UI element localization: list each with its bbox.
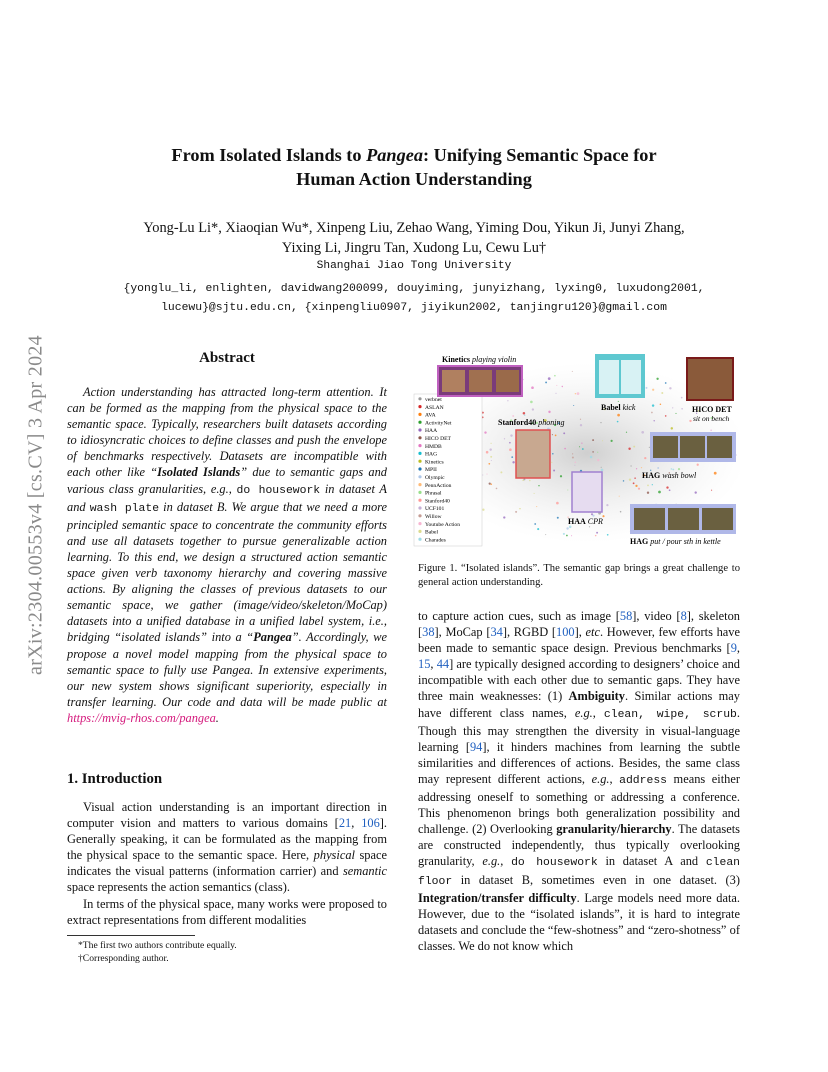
citation[interactable]: 100	[556, 625, 575, 640]
embedding-point	[666, 486, 668, 488]
embedding-point	[602, 440, 603, 441]
embedding-point	[490, 443, 491, 444]
babel-frame-1	[599, 360, 619, 394]
embedding-point	[566, 535, 568, 537]
legend-marker	[418, 413, 421, 416]
embedding-point	[575, 393, 576, 394]
legend-label: HMDB	[425, 443, 442, 450]
embedding-point	[592, 451, 594, 453]
embedding-point	[611, 440, 613, 442]
author-list: Yong-Lu Li*, Xiaoqian Wu*, Xinpeng Liu, Zehao Wang, Yiming Dou, Yikun Ji, Junyi Zhang, Yixing Li, Jingru Tan, Xudong Lu, Cewu Lu†	[143, 220, 685, 256]
citation[interactable]: 21	[338, 816, 352, 831]
embedding-point	[641, 467, 642, 468]
embedding-point	[597, 459, 599, 461]
email-list: {yonglu_li, enlighten, davidwang200099, douyiming, junyizhang, lyxing0, luxudong2001, lucewu}@sjtu.edu.cn, {xinpengliu0907, jiyikun2002, tanjingru120}@gmail.com	[123, 283, 705, 314]
embedding-point	[560, 475, 562, 477]
embedding-point	[597, 452, 598, 453]
embedding-point	[580, 419, 581, 420]
hag-wash-frame-3	[707, 436, 732, 458]
paper-title: From Isolated Islands to Pangea: Unifying Semantic Space for Human Action Understanding	[171, 145, 657, 189]
embedding-point	[689, 420, 691, 422]
embedding-point	[660, 403, 662, 405]
hag-wash-frame-1	[653, 436, 678, 458]
embedding-point	[555, 393, 556, 394]
embedding-point	[511, 456, 513, 458]
embedding-point	[665, 415, 667, 417]
embedding-point	[482, 509, 484, 511]
embedding-point	[574, 465, 575, 466]
citation[interactable]: 38	[422, 625, 435, 640]
citation[interactable]: 58	[619, 609, 633, 623]
embedding-point	[530, 401, 533, 404]
embedding-point	[534, 523, 536, 525]
embedding-point	[681, 397, 683, 399]
embedding-point	[482, 474, 483, 475]
embedding-point	[628, 448, 630, 450]
legend-label: HAG	[425, 451, 438, 458]
embedding-point	[554, 375, 556, 377]
embedding-point	[635, 485, 637, 487]
embedding-point	[630, 465, 631, 466]
embedding-point	[714, 472, 717, 475]
embedding-point	[580, 424, 582, 426]
embedding-point	[552, 453, 554, 455]
embedding-point	[634, 477, 636, 479]
legend-label: verbnet	[425, 397, 442, 403]
legend-marker	[418, 538, 421, 541]
legend-marker	[418, 452, 421, 455]
embedding-point	[556, 385, 557, 386]
embedding-point	[656, 378, 658, 380]
embedding-point	[658, 491, 661, 494]
embedding-point	[671, 427, 673, 429]
legend-label: Olympic	[425, 475, 445, 481]
embedding-point	[489, 448, 491, 450]
legend-marker	[418, 421, 421, 424]
embedding-point	[600, 422, 601, 423]
embedding-point	[529, 480, 531, 482]
citation[interactable]: 15	[418, 657, 431, 672]
embedding-point	[592, 439, 594, 441]
embedding-point	[669, 489, 671, 491]
legend-label: ActivityNet	[425, 420, 452, 427]
embedding-point	[641, 431, 644, 434]
embedding-point	[582, 448, 584, 450]
legend-marker	[418, 499, 421, 502]
embedding-point	[551, 462, 552, 463]
embedding-point	[488, 463, 490, 465]
citation[interactable]: 9	[730, 641, 737, 656]
legend-marker	[418, 514, 421, 517]
embedding-point	[646, 387, 648, 389]
embedding-point	[581, 442, 582, 443]
embedding-point	[523, 412, 526, 415]
embedding-point	[644, 457, 646, 459]
embedding-point	[711, 490, 712, 491]
embedding-point	[512, 461, 514, 463]
haa-label: HAA CPR	[568, 517, 603, 526]
embedding-point	[577, 392, 580, 395]
legend-label: UCF101	[425, 506, 445, 513]
legend-marker	[418, 436, 421, 439]
embedding-point	[572, 456, 574, 458]
hico-action: sit on bench	[693, 414, 730, 423]
embedding-point	[629, 478, 631, 480]
embedding-point	[601, 467, 602, 468]
embedding-point	[633, 482, 635, 484]
embedding-point	[633, 446, 635, 448]
legend-label: PennAction	[425, 482, 452, 489]
embedding-point	[619, 496, 620, 497]
hag-kettle-label: HAG put / pour sth in kettle	[630, 537, 721, 546]
embedding-point	[711, 430, 712, 431]
embedding-point	[665, 382, 667, 384]
citation[interactable]: 8	[680, 609, 687, 623]
project-link[interactable]: https://mvig-rhos.com/pangea	[67, 710, 216, 725]
abstract-body: Action understanding has attracted long-term attention. It can be formed as the mapping from the physical space to the semantic space. Typically, researchers built datasets according to idiosyncratic choices to define classes and push the envelope of benchmarks respectively. Datasets are incompatible with each other like “Isolated Islands” due to semantic gaps and various class granularities, e.g., do housework in dataset A and wash plate in dataset B. We argue that we need a more principled semantic space to concentrate the community efforts and use all datasets together to pursue generalizable action learning. To this end, we design a structured action semantic space given verb taxonomy hierarchy and covering massive actions. By aligning the classes of previous datasets to our semantic space, we gather (image/video/skeleton/MoCap) datasets into a unified database in a unified label system, i.e., bridging “isolated islands” into a “Pangea”. Accordingly, we propose a novel model mapping from the physical space to semantic space to fully use Pangea. In extensive experiments, our new system shows significant superiority, especially in transfer learning. Our code and data will be made public at https://mvig-rhos.com/pangea.	[67, 385, 388, 725]
legend-label: Youtube Action	[425, 521, 461, 528]
embedding-point	[557, 517, 559, 519]
embedding-point	[489, 483, 491, 485]
figure-1	[412, 348, 740, 558]
embedding-point	[553, 470, 555, 472]
embedding-point	[695, 491, 697, 493]
kinetics-frame-3	[496, 370, 519, 392]
embedding-point	[496, 488, 498, 490]
legend-label: Charades	[425, 537, 446, 544]
embedding-point	[563, 533, 565, 535]
embedding-point	[626, 432, 627, 433]
embedding-point	[515, 511, 517, 513]
citation[interactable]: 34	[490, 625, 503, 640]
footnote-rule	[67, 935, 195, 936]
embedding-point	[484, 431, 486, 433]
arxiv-side-label: arXiv:2304.00553v4 [cs.CV] 3 Apr 2024	[24, 335, 47, 675]
embedding-point	[596, 532, 598, 534]
intro-body-right: to capture action cues, such as image [58], video [8], skeleton [38], MoCap [34], RGBD [100], etc. However, few efforts have been made to semantic space design. Previous benchmarks [9, 15, 44] are typically designed according to designers’ choice and incompatible with each other due to semantic gaps. They have three main weaknesses: (1) Ambiguity. Similar actions may have different class names, e.g., clean, wipe, scrub. Though this may strengthen the diversity in visual-language learning [94], it hinders machines from learning the subtle similarities and differences of actions. Besides, the same class may represent different actions, e.g., address means either addressing oneself to something or addressing a conference. This phenomenon brings both generalization possibility and challenge. (2) Overlooking granularity/hierarchy. The datasets are constructed independently, thus typically overlooking granularity, e.g., do housework in dataset A and clean floor in dataset B, sometimes even in one dataset. (3) Integration/transfer difficulty. Large models need more data. However, due to the “isolated islands”, it is hard to integrate datasets and conclude the “few-shotness” and “zero-shotness” of classes. We do not know which	[418, 609, 741, 953]
legend-marker	[418, 444, 421, 447]
legend-label: HAA	[425, 428, 438, 435]
embedding-point	[491, 460, 492, 461]
stanford-image	[516, 430, 550, 478]
embedding-point	[534, 493, 535, 494]
legend-label: Phrasal	[425, 490, 442, 497]
legend-marker	[418, 428, 421, 431]
embedding-point	[503, 516, 505, 518]
embedding-point	[672, 407, 673, 408]
embedding-point	[523, 480, 524, 481]
embedding-point	[661, 392, 663, 394]
babel-label: Babel kick	[601, 403, 636, 412]
embedding-point	[538, 485, 539, 486]
embedding-point	[486, 451, 489, 454]
embedding-point	[519, 508, 520, 509]
embedding-point	[669, 387, 671, 389]
embedding-point	[647, 491, 649, 493]
embedding-point	[678, 468, 680, 470]
embedding-point	[575, 462, 576, 463]
embedding-point	[536, 506, 537, 507]
legend-marker	[418, 467, 421, 470]
embedding-point	[509, 448, 512, 451]
citation[interactable]: 44	[436, 657, 450, 672]
stanford-label: Stanford40 phoning	[498, 418, 565, 427]
embedding-point	[618, 401, 619, 402]
embedding-point	[571, 535, 572, 536]
legend-marker	[418, 506, 421, 509]
embedding-point	[545, 381, 547, 383]
embedding-point	[617, 414, 620, 417]
embedding-point	[486, 474, 487, 475]
embedding-point	[507, 400, 508, 401]
legend-label: ASLAN	[425, 404, 444, 411]
embedding-point	[490, 456, 492, 458]
legend-marker	[418, 522, 421, 525]
embedding-point	[564, 448, 566, 450]
embedding-point	[548, 377, 551, 380]
affiliation: Shanghai Jiao Tong University	[316, 260, 512, 272]
hico-label: HICO DET	[692, 405, 732, 414]
embedding-point	[563, 432, 565, 434]
embedding-point	[620, 511, 622, 513]
legend-marker	[418, 475, 421, 478]
embedding-point	[552, 434, 553, 435]
embedding-point	[537, 528, 539, 530]
embedding-point	[572, 453, 573, 454]
haa-image	[572, 472, 602, 512]
embedding-point	[566, 527, 568, 529]
embedding-point	[647, 485, 649, 487]
embedding-point	[653, 420, 654, 421]
legend-label: Kinetics	[425, 459, 444, 466]
embedding-point	[607, 534, 609, 536]
embedding-point	[573, 405, 574, 406]
embedding-point	[606, 504, 608, 506]
embedding-point	[697, 464, 699, 466]
embedding-point	[589, 526, 590, 527]
citation[interactable]: 106	[361, 816, 380, 831]
embedding-point	[579, 446, 580, 447]
legend-marker	[418, 483, 421, 486]
embedding-point	[567, 489, 568, 490]
embedding-point	[509, 442, 511, 444]
legend-label: Willow	[425, 514, 442, 520]
legend-marker	[418, 405, 421, 408]
embedding-point	[531, 386, 534, 389]
embedding-point	[510, 434, 512, 436]
legend-label: AVA	[425, 412, 436, 419]
hag-wash-frame-2	[680, 436, 705, 458]
hag-wash-label: HAG wash bowl	[642, 471, 697, 480]
embedding-point	[590, 456, 593, 459]
embedding-point	[595, 535, 596, 536]
babel-frame-2	[621, 360, 641, 394]
embedding-point	[556, 502, 559, 505]
embedding-point	[491, 483, 492, 484]
embedding-point	[623, 480, 625, 482]
legend-label: Babel	[425, 529, 439, 536]
embedding-point	[545, 534, 546, 535]
embedding-point	[512, 415, 514, 417]
figure-caption: Figure 1. “Isolated islands”. The semantic gap brings a great challenge to general action understanding.	[418, 563, 740, 588]
hag-kettle-frame-1	[634, 508, 665, 530]
embedding-point	[651, 412, 653, 414]
legend-marker	[418, 491, 421, 494]
hag-kettle-frame-3	[702, 508, 733, 530]
embedding-point	[636, 468, 637, 469]
embedding-point	[532, 408, 534, 410]
footnotes: *The first two authors contribute equally. †Corresponding author.	[78, 940, 237, 964]
embedding-point	[638, 488, 640, 490]
embedding-point	[649, 447, 650, 448]
embedding-point	[652, 484, 653, 485]
embedding-point	[601, 469, 604, 472]
kinetics-frame-1	[442, 370, 465, 392]
embedding-point	[572, 371, 573, 372]
embedding-point	[657, 467, 659, 469]
embedding-point	[555, 435, 557, 437]
embedding-point	[671, 468, 673, 470]
embedding-point	[617, 421, 619, 423]
hag-kettle-frame-2	[668, 508, 699, 530]
embedding-point	[652, 389, 654, 391]
citation[interactable]: 94	[469, 739, 483, 754]
legend-label: HICO DET	[425, 436, 451, 442]
intro-body: Visual action understanding is an important direction in computer vision and matters to various domains [21, 106]. Generally speaking, it can be formulated as the mapping from the physical space to the semantic space. Here, physical space indicates the visual patterns (information carrier) and semantic space represents the action semantics (class). In terms of the physical space, many works were proposed to extract representations from different modalities	[67, 800, 388, 927]
embedding-point	[500, 471, 502, 473]
embedding-point	[562, 386, 563, 387]
legend-marker	[418, 530, 421, 533]
legend-marker	[418, 397, 421, 400]
abstract-heading: Abstract	[199, 350, 255, 366]
legend-label: Stanford40	[425, 498, 450, 505]
embedding-point	[504, 438, 505, 439]
kinetics-label: Kinetics playing violin	[442, 355, 517, 364]
kinetics-frame-2	[469, 370, 492, 392]
hico-image	[687, 358, 733, 400]
intro-heading: 1. Introduction	[67, 771, 163, 787]
embedding-point	[675, 413, 676, 414]
embedding-point	[548, 411, 550, 413]
embedding-point	[652, 404, 654, 406]
embedding-point	[524, 414, 526, 416]
embedding-point	[681, 408, 683, 410]
legend-label: MPII	[425, 467, 437, 474]
legend-marker	[418, 460, 421, 463]
